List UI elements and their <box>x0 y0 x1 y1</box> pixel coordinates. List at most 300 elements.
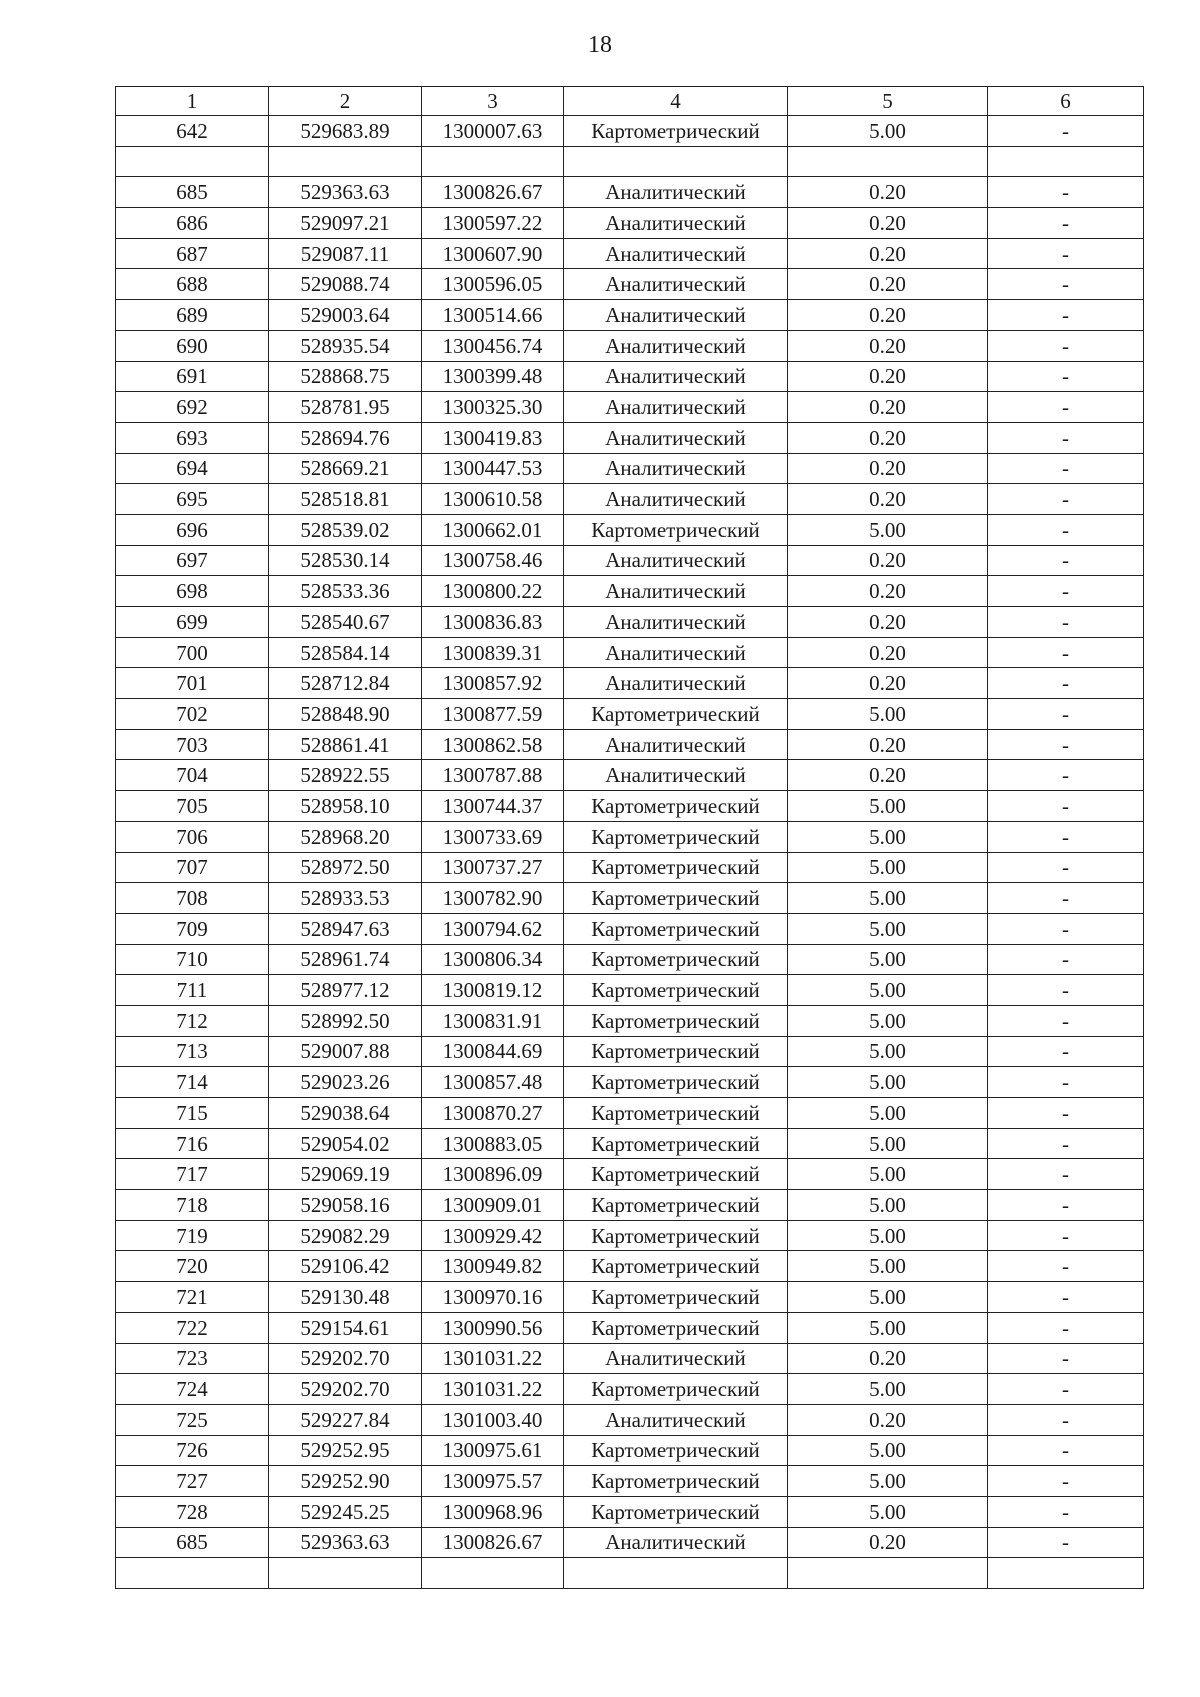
y-coordinate-cell: 1300819.12 <box>422 975 564 1006</box>
x-coordinate-cell: 528958.10 <box>269 791 422 822</box>
method-cell: Картометрический <box>564 944 788 975</box>
table-row <box>116 913 1144 944</box>
y-coordinate-cell: 1300662.01 <box>422 514 564 545</box>
y-coordinate-cell: 1300826.67 <box>422 177 564 208</box>
x-coordinate-cell: 529227.84 <box>269 1404 422 1435</box>
table-row <box>116 177 1144 208</box>
table-row <box>116 944 1144 975</box>
column-header-5: 5 <box>788 87 988 116</box>
table-row <box>116 208 1144 239</box>
table-row <box>116 1282 1144 1313</box>
table-header <box>116 87 1144 116</box>
table-row <box>116 116 1144 147</box>
point-number-cell: 691 <box>116 361 269 392</box>
x-coordinate-cell: 529245.25 <box>269 1496 422 1527</box>
point-number-cell: 685 <box>116 177 269 208</box>
x-coordinate-cell <box>269 146 422 177</box>
y-coordinate-cell: 1300877.59 <box>422 699 564 730</box>
y-coordinate-cell: 1300596.05 <box>422 269 564 300</box>
method-cell: Аналитический <box>564 300 788 331</box>
point-number-cell: 717 <box>116 1159 269 1190</box>
method-cell: Картометрический <box>564 1496 788 1527</box>
y-coordinate-cell: 1300758.46 <box>422 545 564 576</box>
method-cell: Аналитический <box>564 1343 788 1374</box>
point-number-cell: 695 <box>116 484 269 515</box>
x-coordinate-cell: 529252.95 <box>269 1435 422 1466</box>
table-row <box>116 883 1144 914</box>
table-row <box>116 852 1144 883</box>
note-cell: - <box>988 607 1144 638</box>
note-cell: - <box>988 699 1144 730</box>
accuracy-cell <box>788 1558 988 1589</box>
note-cell: - <box>988 1159 1144 1190</box>
accuracy-cell: 5.00 <box>788 791 988 822</box>
y-coordinate-cell: 1300990.56 <box>422 1312 564 1343</box>
y-coordinate-cell: 1300839.31 <box>422 637 564 668</box>
point-number-cell: 642 <box>116 116 269 147</box>
y-coordinate-cell: 1300419.83 <box>422 422 564 453</box>
column-header-3: 3 <box>422 87 564 116</box>
y-coordinate-cell: 1300968.96 <box>422 1496 564 1527</box>
y-coordinate-cell: 1300831.91 <box>422 1005 564 1036</box>
accuracy-cell: 5.00 <box>788 1496 988 1527</box>
note-cell: - <box>988 1312 1144 1343</box>
table-row <box>116 392 1144 423</box>
x-coordinate-cell: 528977.12 <box>269 975 422 1006</box>
table-row <box>116 1374 1144 1405</box>
accuracy-cell: 0.20 <box>788 607 988 638</box>
method-cell <box>564 1558 788 1589</box>
table-row <box>116 1098 1144 1129</box>
y-coordinate-cell: 1300896.09 <box>422 1159 564 1190</box>
x-coordinate-cell: 529069.19 <box>269 1159 422 1190</box>
table-row <box>116 821 1144 852</box>
method-cell: Картометрический <box>564 116 788 147</box>
point-number-cell: 694 <box>116 453 269 484</box>
method-cell: Картометрический <box>564 1190 788 1221</box>
note-cell: - <box>988 1251 1144 1282</box>
accuracy-cell: 5.00 <box>788 1466 988 1497</box>
x-coordinate-cell: 529154.61 <box>269 1312 422 1343</box>
x-coordinate-cell: 529054.02 <box>269 1128 422 1159</box>
note-cell: - <box>988 238 1144 269</box>
note-cell: - <box>988 576 1144 607</box>
table-row <box>116 760 1144 791</box>
accuracy-cell: 0.20 <box>788 637 988 668</box>
method-cell: Аналитический <box>564 607 788 638</box>
point-number-cell: 698 <box>116 576 269 607</box>
point-number-cell: 693 <box>116 422 269 453</box>
column-header-6: 6 <box>988 87 1144 116</box>
y-coordinate-cell: 1300844.69 <box>422 1036 564 1067</box>
note-cell: - <box>988 1005 1144 1036</box>
method-cell: Аналитический <box>564 453 788 484</box>
accuracy-cell: 5.00 <box>788 821 988 852</box>
table-row <box>116 422 1144 453</box>
point-number-cell: 710 <box>116 944 269 975</box>
note-cell: - <box>988 944 1144 975</box>
point-number-cell: 706 <box>116 821 269 852</box>
accuracy-cell: 0.20 <box>788 453 988 484</box>
note-cell: - <box>988 791 1144 822</box>
y-coordinate-cell: 1300447.53 <box>422 453 564 484</box>
table-row <box>116 1496 1144 1527</box>
point-number-cell: 685 <box>116 1527 269 1558</box>
method-cell: Аналитический <box>564 484 788 515</box>
note-cell: - <box>988 637 1144 668</box>
method-cell: Аналитический <box>564 177 788 208</box>
accuracy-cell: 5.00 <box>788 1036 988 1067</box>
y-coordinate-cell <box>422 146 564 177</box>
x-coordinate-cell: 528972.50 <box>269 852 422 883</box>
method-cell: Аналитический <box>564 330 788 361</box>
accuracy-cell: 0.20 <box>788 668 988 699</box>
note-cell: - <box>988 1527 1144 1558</box>
method-cell: Картометрический <box>564 1159 788 1190</box>
accuracy-cell: 5.00 <box>788 883 988 914</box>
point-number-cell: 722 <box>116 1312 269 1343</box>
accuracy-cell: 0.20 <box>788 392 988 423</box>
accuracy-cell: 5.00 <box>788 852 988 883</box>
accuracy-cell: 5.00 <box>788 1159 988 1190</box>
point-number-cell: 690 <box>116 330 269 361</box>
point-number-cell: 713 <box>116 1036 269 1067</box>
table-row <box>116 1220 1144 1251</box>
y-coordinate-cell: 1300826.67 <box>422 1527 564 1558</box>
column-header-1: 1 <box>116 87 269 116</box>
x-coordinate-cell: 528861.41 <box>269 729 422 760</box>
accuracy-cell <box>788 146 988 177</box>
x-coordinate-cell: 529683.89 <box>269 116 422 147</box>
table-row <box>116 1128 1144 1159</box>
accuracy-cell: 0.20 <box>788 545 988 576</box>
note-cell: - <box>988 361 1144 392</box>
x-coordinate-cell: 528669.21 <box>269 453 422 484</box>
y-coordinate-cell: 1300733.69 <box>422 821 564 852</box>
accuracy-cell: 5.00 <box>788 699 988 730</box>
point-number-cell: 703 <box>116 729 269 760</box>
accuracy-cell: 5.00 <box>788 1374 988 1405</box>
y-coordinate-cell: 1300794.62 <box>422 913 564 944</box>
note-cell: - <box>988 545 1144 576</box>
point-number-cell: 711 <box>116 975 269 1006</box>
point-number-cell: 699 <box>116 607 269 638</box>
note-cell: - <box>988 1067 1144 1098</box>
accuracy-cell: 0.20 <box>788 177 988 208</box>
method-cell: Картометрический <box>564 1374 788 1405</box>
column-header-2: 2 <box>269 87 422 116</box>
x-coordinate-cell: 529023.26 <box>269 1067 422 1098</box>
x-coordinate-cell: 529202.70 <box>269 1343 422 1374</box>
x-coordinate-cell: 528961.74 <box>269 944 422 975</box>
point-number-cell <box>116 146 269 177</box>
x-coordinate-cell: 528584.14 <box>269 637 422 668</box>
note-cell: - <box>988 913 1144 944</box>
accuracy-cell: 5.00 <box>788 1282 988 1313</box>
note-cell: - <box>988 883 1144 914</box>
method-cell: Аналитический <box>564 637 788 668</box>
x-coordinate-cell: 528968.20 <box>269 821 422 852</box>
y-coordinate-cell: 1300737.27 <box>422 852 564 883</box>
accuracy-cell: 5.00 <box>788 1435 988 1466</box>
table-row <box>116 453 1144 484</box>
point-number-cell: 727 <box>116 1466 269 1497</box>
method-cell: Аналитический <box>564 668 788 699</box>
point-number-cell: 725 <box>116 1404 269 1435</box>
method-cell: Картометрический <box>564 1098 788 1129</box>
method-cell: Аналитический <box>564 729 788 760</box>
note-cell <box>988 146 1144 177</box>
accuracy-cell: 5.00 <box>788 514 988 545</box>
note-cell: - <box>988 821 1144 852</box>
accuracy-cell: 5.00 <box>788 944 988 975</box>
x-coordinate-cell: 528868.75 <box>269 361 422 392</box>
y-coordinate-cell: 1301031.22 <box>422 1343 564 1374</box>
x-coordinate-cell: 528781.95 <box>269 392 422 423</box>
note-cell: - <box>988 1343 1144 1374</box>
method-cell: Картометрический <box>564 791 788 822</box>
x-coordinate-cell: 529058.16 <box>269 1190 422 1221</box>
x-coordinate-cell: 529007.88 <box>269 1036 422 1067</box>
method-cell: Картометрический <box>564 1128 788 1159</box>
table-row <box>116 1067 1144 1098</box>
point-number-cell: 720 <box>116 1251 269 1282</box>
header-row <box>116 87 1144 116</box>
x-coordinate-cell: 528533.36 <box>269 576 422 607</box>
note-cell <box>988 1558 1144 1589</box>
y-coordinate-cell: 1300514.66 <box>422 300 564 331</box>
accuracy-cell: 0.20 <box>788 300 988 331</box>
y-coordinate-cell: 1300870.27 <box>422 1098 564 1129</box>
table-row <box>116 1251 1144 1282</box>
table-row <box>116 1005 1144 1036</box>
x-coordinate-cell: 528933.53 <box>269 883 422 914</box>
table-row <box>116 361 1144 392</box>
method-cell: Картометрический <box>564 1435 788 1466</box>
y-coordinate-cell: 1300883.05 <box>422 1128 564 1159</box>
x-coordinate-cell: 528518.81 <box>269 484 422 515</box>
accuracy-cell: 0.20 <box>788 208 988 239</box>
accuracy-cell: 0.20 <box>788 269 988 300</box>
method-cell: Картометрический <box>564 883 788 914</box>
x-coordinate-cell: 529082.29 <box>269 1220 422 1251</box>
accuracy-cell: 5.00 <box>788 1098 988 1129</box>
y-coordinate-cell: 1300782.90 <box>422 883 564 914</box>
table-row <box>116 1343 1144 1374</box>
table-row <box>116 1159 1144 1190</box>
note-cell: - <box>988 1466 1144 1497</box>
accuracy-cell: 5.00 <box>788 1067 988 1098</box>
table-row <box>116 300 1144 331</box>
y-coordinate-cell: 1301031.22 <box>422 1374 564 1405</box>
method-cell: Аналитический <box>564 1404 788 1435</box>
method-cell: Аналитический <box>564 269 788 300</box>
accuracy-cell: 0.20 <box>788 576 988 607</box>
accuracy-cell: 5.00 <box>788 1190 988 1221</box>
y-coordinate-cell: 1300744.37 <box>422 791 564 822</box>
table-row <box>116 1312 1144 1343</box>
y-coordinate-cell: 1300399.48 <box>422 361 564 392</box>
x-coordinate-cell: 528540.67 <box>269 607 422 638</box>
note-cell: - <box>988 422 1144 453</box>
x-coordinate-cell: 529252.90 <box>269 1466 422 1497</box>
method-cell: Картометрический <box>564 1220 788 1251</box>
method-cell: Картометрический <box>564 1282 788 1313</box>
accuracy-cell: 0.20 <box>788 1527 988 1558</box>
point-number-cell: 716 <box>116 1128 269 1159</box>
table-row <box>116 729 1144 760</box>
table-row <box>116 1558 1144 1589</box>
point-number-cell: 721 <box>116 1282 269 1313</box>
table-row <box>116 146 1144 177</box>
y-coordinate-cell: 1300929.42 <box>422 1220 564 1251</box>
point-number-cell: 688 <box>116 269 269 300</box>
accuracy-cell: 0.20 <box>788 729 988 760</box>
method-cell: Аналитический <box>564 422 788 453</box>
table-body <box>116 116 1144 1589</box>
table-row <box>116 576 1144 607</box>
method-cell: Картометрический <box>564 1312 788 1343</box>
accuracy-cell: 0.20 <box>788 238 988 269</box>
x-coordinate-cell: 529106.42 <box>269 1251 422 1282</box>
x-coordinate-cell: 528992.50 <box>269 1005 422 1036</box>
method-cell: Картометрический <box>564 514 788 545</box>
method-cell: Аналитический <box>564 238 788 269</box>
x-coordinate-cell: 528947.63 <box>269 913 422 944</box>
method-cell: Картометрический <box>564 975 788 1006</box>
accuracy-cell: 5.00 <box>788 1312 988 1343</box>
point-number-cell: 686 <box>116 208 269 239</box>
method-cell: Картометрический <box>564 1036 788 1067</box>
note-cell: - <box>988 1220 1144 1251</box>
note-cell: - <box>988 1098 1144 1129</box>
point-number-cell: 704 <box>116 760 269 791</box>
x-coordinate-cell: 529363.63 <box>269 177 422 208</box>
point-number-cell: 718 <box>116 1190 269 1221</box>
point-number-cell: 728 <box>116 1496 269 1527</box>
y-coordinate-cell: 1300325.30 <box>422 392 564 423</box>
table-row <box>116 1190 1144 1221</box>
note-cell: - <box>988 1404 1144 1435</box>
table-row <box>116 1466 1144 1497</box>
table-row <box>116 1036 1144 1067</box>
method-cell: Картометрический <box>564 1251 788 1282</box>
y-coordinate-cell: 1300857.92 <box>422 668 564 699</box>
x-coordinate-cell: 528712.84 <box>269 668 422 699</box>
accuracy-cell: 0.20 <box>788 1404 988 1435</box>
accuracy-cell: 0.20 <box>788 484 988 515</box>
x-coordinate-cell: 529097.21 <box>269 208 422 239</box>
table-row <box>116 1404 1144 1435</box>
note-cell: - <box>988 668 1144 699</box>
note-cell: - <box>988 116 1144 147</box>
table-row <box>116 330 1144 361</box>
note-cell: - <box>988 1374 1144 1405</box>
point-number-cell: 724 <box>116 1374 269 1405</box>
x-coordinate-cell: 529038.64 <box>269 1098 422 1129</box>
note-cell: - <box>988 269 1144 300</box>
table-row <box>116 269 1144 300</box>
y-coordinate-cell: 1300836.83 <box>422 607 564 638</box>
y-coordinate-cell <box>422 1558 564 1589</box>
method-cell: Аналитический <box>564 545 788 576</box>
method-cell: Картометрический <box>564 1466 788 1497</box>
y-coordinate-cell: 1300862.58 <box>422 729 564 760</box>
x-coordinate-cell: 528922.55 <box>269 760 422 791</box>
point-number-cell: 723 <box>116 1343 269 1374</box>
x-coordinate-cell: 529363.63 <box>269 1527 422 1558</box>
x-coordinate-cell: 529087.11 <box>269 238 422 269</box>
method-cell: Картометрический <box>564 1005 788 1036</box>
accuracy-cell: 0.20 <box>788 330 988 361</box>
x-coordinate-cell <box>269 1558 422 1589</box>
point-number-cell: 719 <box>116 1220 269 1251</box>
note-cell: - <box>988 729 1144 760</box>
note-cell: - <box>988 177 1144 208</box>
accuracy-cell: 0.20 <box>788 422 988 453</box>
note-cell: - <box>988 330 1144 361</box>
y-coordinate-cell: 1300787.88 <box>422 760 564 791</box>
note-cell: - <box>988 514 1144 545</box>
point-number-cell: 689 <box>116 300 269 331</box>
table-row <box>116 668 1144 699</box>
method-cell: Картометрический <box>564 913 788 944</box>
point-number-cell: 700 <box>116 637 269 668</box>
note-cell: - <box>988 1190 1144 1221</box>
point-number-cell: 696 <box>116 514 269 545</box>
y-coordinate-cell: 1300949.82 <box>422 1251 564 1282</box>
method-cell: Картометрический <box>564 852 788 883</box>
y-coordinate-cell: 1300909.01 <box>422 1190 564 1221</box>
point-number-cell: 726 <box>116 1435 269 1466</box>
table-row <box>116 514 1144 545</box>
x-coordinate-cell: 528694.76 <box>269 422 422 453</box>
accuracy-cell: 5.00 <box>788 913 988 944</box>
table-row <box>116 484 1144 515</box>
table-row <box>116 607 1144 638</box>
x-coordinate-cell: 529088.74 <box>269 269 422 300</box>
note-cell: - <box>988 300 1144 331</box>
table-row <box>116 545 1144 576</box>
column-header-4: 4 <box>564 87 788 116</box>
table-row <box>116 699 1144 730</box>
x-coordinate-cell: 529130.48 <box>269 1282 422 1313</box>
y-coordinate-cell: 1300857.48 <box>422 1067 564 1098</box>
point-number-cell: 697 <box>116 545 269 576</box>
point-number-cell: 708 <box>116 883 269 914</box>
x-coordinate-cell: 528539.02 <box>269 514 422 545</box>
point-number-cell: 709 <box>116 913 269 944</box>
point-number-cell: 692 <box>116 392 269 423</box>
note-cell: - <box>988 975 1144 1006</box>
x-coordinate-cell: 528530.14 <box>269 545 422 576</box>
table-row <box>116 238 1144 269</box>
note-cell: - <box>988 208 1144 239</box>
y-coordinate-cell: 1300806.34 <box>422 944 564 975</box>
accuracy-cell: 0.20 <box>788 1343 988 1374</box>
point-number-cell: 715 <box>116 1098 269 1129</box>
y-coordinate-cell: 1300975.61 <box>422 1435 564 1466</box>
table-row <box>116 975 1144 1006</box>
x-coordinate-cell: 529202.70 <box>269 1374 422 1405</box>
y-coordinate-cell: 1301003.40 <box>422 1404 564 1435</box>
y-coordinate-cell: 1300970.16 <box>422 1282 564 1313</box>
method-cell: Картометрический <box>564 1067 788 1098</box>
page-number: 18 <box>588 32 612 58</box>
note-cell: - <box>988 1128 1144 1159</box>
table-row <box>116 637 1144 668</box>
x-coordinate-cell: 529003.64 <box>269 300 422 331</box>
